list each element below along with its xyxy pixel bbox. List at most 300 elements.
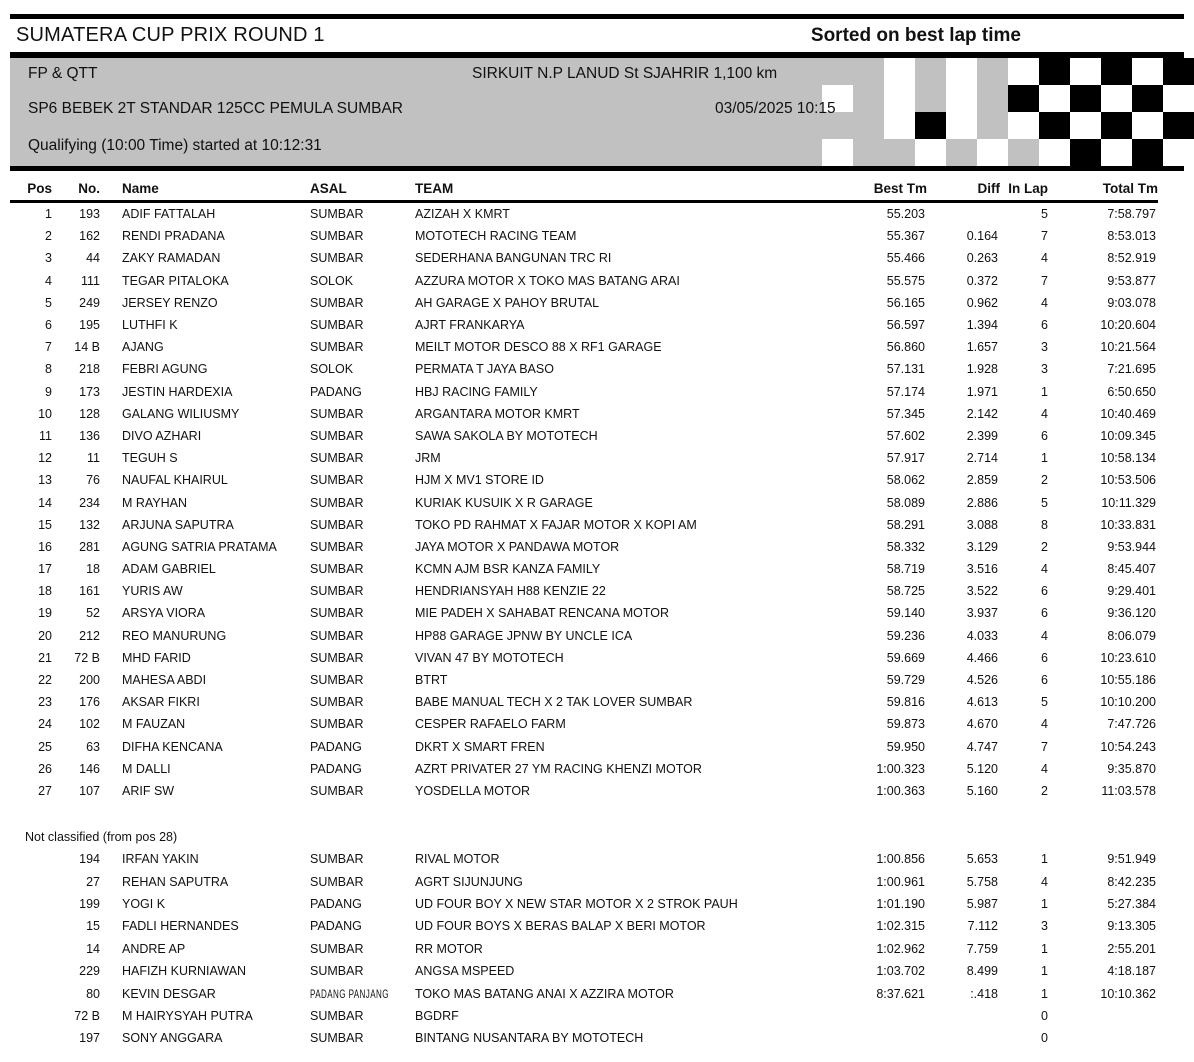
table-row (10, 758, 1158, 780)
team-cell: UD FOUR BOYS X BERAS BALAP X BERI MOTOR (415, 919, 706, 934)
col-header-no: No. (52, 176, 100, 202)
total-cell: 10:54.243 (1100, 739, 1156, 754)
flag-square (884, 139, 915, 166)
pos-cell: 5 (45, 295, 52, 310)
asal-cell: PADANG (310, 384, 362, 399)
best-cell: 57.917 (886, 451, 925, 466)
no-cell: 111 (80, 273, 100, 288)
table-row (10, 425, 1158, 447)
diff-cell: 4.466 (966, 650, 998, 665)
flag-square (977, 58, 1008, 85)
table-row (10, 358, 1158, 380)
no-cell: 146 (79, 761, 100, 776)
table-row (10, 1005, 1158, 1027)
pos-cell (10, 982, 52, 1004)
asal-cell: SUMBAR (310, 964, 364, 979)
team-cell: MEILT MOTOR DESCO 88 X RF1 GARAGE (415, 340, 662, 355)
table-row (10, 870, 1158, 892)
team-cell: SEDERHANA BANGUNAN TRC RI (415, 251, 612, 266)
no-cell: 11 (87, 451, 100, 466)
no-cell: 194 (79, 852, 100, 867)
diff-cell: 1.657 (966, 340, 998, 355)
no-cell: 14 (86, 941, 100, 956)
best-cell: 58.725 (886, 584, 925, 599)
no-cell: 72 B (74, 1008, 100, 1023)
pos-cell: 11 (39, 428, 52, 443)
lap-cell: 7 (1041, 739, 1048, 754)
asal-cell: SUMBAR (310, 295, 364, 310)
flag-square (915, 85, 946, 112)
best-cell: 55.575 (886, 273, 925, 288)
total-cell: 8:42.235 (1107, 874, 1156, 889)
flag-square (822, 139, 853, 166)
no-cell: 52 (86, 606, 100, 621)
diff-cell: 3.129 (966, 539, 998, 554)
lap-cell: 1 (1041, 451, 1048, 466)
diff-cell: 5.987 (966, 897, 998, 912)
not-classified-label: Not classified (from pos 28) (25, 830, 178, 845)
team-cell: BINTANG NUSANTARA BY MOTOTECH (415, 1031, 644, 1046)
name-cell: AKSAR FIKRI (122, 695, 200, 710)
team-cell: TOKO PD RAHMAT X FAJAR MOTOR X KOPI AM (415, 517, 697, 532)
total-cell: 8:45.407 (1107, 562, 1156, 577)
asal-cell: SUMBAR (310, 1008, 364, 1023)
table-row (10, 713, 1158, 735)
lap-cell: 1 (1041, 964, 1048, 979)
asal-cell: SUMBAR (310, 495, 364, 510)
no-cell: 173 (79, 384, 100, 399)
flag-square (884, 112, 915, 139)
asal-cell: SUMBAR (310, 941, 364, 956)
table-row (10, 893, 1158, 915)
pos-cell: 21 (38, 650, 52, 665)
team-cell: BGDRF (415, 1008, 459, 1023)
flag-square (884, 58, 915, 85)
no-cell: 44 (86, 251, 100, 266)
col-header-asal: ASAL (310, 176, 415, 202)
lap-cell: 6 (1041, 318, 1048, 333)
total-cell: 9:29.401 (1107, 584, 1156, 599)
best-cell: 8:37.621 (876, 986, 925, 1001)
table-row (10, 960, 1158, 982)
name-cell: TEGUH S (122, 451, 178, 466)
diff-cell: 2.142 (966, 406, 998, 421)
sort-note: Sorted on best lap time (810, 24, 1021, 46)
lap-cell: 3 (1041, 340, 1048, 355)
col-header-total-tm: Total Tm (1048, 176, 1158, 202)
diff-cell: 1.394 (966, 318, 998, 333)
best-cell: 59.140 (886, 606, 925, 621)
no-cell: 212 (79, 628, 100, 643)
asal-cell: SUMBAR (310, 251, 364, 266)
diff-cell: 3.937 (966, 606, 998, 621)
table-row (10, 669, 1158, 691)
lap-cell: 0 (1041, 1008, 1048, 1023)
total-cell: 10:11.329 (1101, 495, 1156, 510)
best-cell: 57.174 (886, 384, 925, 399)
lap-cell: 8 (1041, 517, 1048, 532)
flag-square (1039, 112, 1070, 139)
best-cell: 1:03.702 (876, 964, 925, 979)
team-cell: CESPER RAFAELO FARM (415, 717, 566, 732)
best-cell (870, 1005, 927, 1027)
no-cell: 128 (79, 406, 100, 421)
name-cell: JESTIN HARDEXIA (122, 384, 233, 399)
table-row (10, 202, 1158, 226)
flag-square (1163, 139, 1194, 166)
col-header-in-lap: In Lap (1000, 176, 1048, 202)
total-cell: 5:27.384 (1107, 897, 1156, 912)
team-cell: JRM (415, 451, 441, 466)
flag-square (1008, 58, 1039, 85)
no-cell: 72 B (74, 650, 100, 665)
circuit-label: SIRKUIT N.P LANUD St SJAHRIR 1,100 km (472, 65, 778, 82)
team-cell: ARGANTARA MOTOR KMRT (415, 406, 580, 421)
name-cell: ANDRE AP (122, 941, 186, 956)
flag-square (1163, 58, 1194, 85)
flag-square (1070, 112, 1101, 139)
pos-cell: 25 (38, 739, 52, 754)
pos-cell: 4 (45, 273, 52, 288)
team-cell: HENDRIANSYAH H88 KENZIE 22 (415, 584, 606, 599)
flag-square (1039, 139, 1070, 166)
asal-cell: SUMBAR (310, 650, 364, 665)
flag-square (1070, 139, 1101, 166)
no-cell: 234 (79, 495, 100, 510)
no-cell: 176 (79, 695, 100, 710)
pos-cell (10, 848, 52, 870)
name-cell: MHD FARID (122, 650, 191, 665)
results-table (10, 176, 1158, 802)
asal-cell: SOLOK (310, 362, 354, 377)
diff-cell: 4.613 (966, 695, 998, 710)
flag-square (791, 58, 822, 85)
name-cell: YOGI K (122, 897, 166, 912)
diff-cell: 1.971 (966, 384, 998, 399)
table-row (10, 780, 1158, 802)
name-cell: ZAKY RAMADAN (122, 251, 221, 266)
pos-cell (10, 960, 52, 982)
no-cell: 161 (79, 584, 100, 599)
table-row (10, 647, 1158, 669)
name-cell: REO MANURUNG (122, 628, 227, 643)
no-cell: 249 (79, 295, 100, 310)
total-cell: 9:13.305 (1107, 919, 1156, 934)
flag-square (1008, 139, 1039, 166)
pos-cell: 15 (38, 517, 52, 532)
pos-cell (10, 893, 52, 915)
pos-cell: 10 (38, 406, 52, 421)
flag-square (1101, 112, 1132, 139)
team-cell: TOKO MAS BATANG ANAI X AZZIRA MOTOR (415, 986, 674, 1001)
flag-square (1132, 85, 1163, 112)
flag-square (1132, 58, 1163, 85)
best-cell: 59.669 (886, 650, 925, 665)
lap-cell: 5 (1041, 695, 1048, 710)
no-cell: 162 (79, 229, 100, 244)
name-cell: DIVO AZHARI (122, 428, 202, 443)
lap-cell: 1 (1041, 384, 1048, 399)
name-cell: LUTHFI K (122, 318, 178, 333)
best-cell: 56.860 (886, 340, 925, 355)
col-header-diff: Diff (927, 176, 1000, 202)
diff-cell: 5.160 (966, 783, 998, 798)
name-cell: JERSEY RENZO (122, 295, 218, 310)
total-cell: 9:53.944 (1107, 539, 1156, 554)
no-cell: 18 (86, 562, 100, 577)
best-cell: 59.729 (886, 673, 925, 688)
diff-cell: 7.759 (966, 941, 998, 956)
best-cell: 1:02.315 (876, 919, 925, 934)
pos-cell: 16 (38, 539, 52, 554)
diff-cell: 2.859 (966, 473, 998, 488)
team-cell: PERMATA T JAYA BASO (415, 362, 554, 377)
flag-square (1163, 112, 1194, 139)
best-cell: 58.719 (886, 562, 925, 577)
no-cell: 14 B (74, 340, 100, 355)
asal-cell: SUMBAR (310, 628, 364, 643)
name-cell: RENDI PRADANA (122, 229, 225, 244)
flag-square (977, 139, 1008, 166)
team-cell: RIVAL MOTOR (415, 852, 500, 867)
table-row (10, 848, 1158, 870)
flag-square (1101, 139, 1132, 166)
team-cell: ANGSA MSPEED (415, 964, 515, 979)
team-cell: AJRT FRANKARYA (415, 318, 525, 333)
diff-cell: 1.928 (966, 362, 998, 377)
asal-cell: SUMBAR (310, 874, 364, 889)
pos-cell: 20 (38, 628, 52, 643)
diff-cell: :.418 (970, 986, 998, 1001)
no-cell: 27 (86, 874, 100, 889)
diff-cell: 2.399 (966, 428, 998, 443)
total-cell: 8:06.079 (1107, 628, 1156, 643)
name-cell: NAUFAL KHAIRUL (122, 473, 228, 488)
total-cell (1048, 1005, 1158, 1027)
team-cell: MIE PADEH X SAHABAT RENCANA MOTOR (415, 606, 669, 621)
lap-cell: 4 (1041, 874, 1048, 889)
pos-cell: 6 (45, 318, 52, 333)
name-cell: DIFHA KENCANA (122, 739, 223, 754)
no-cell: 15 (86, 919, 100, 934)
name-cell: ARSYA VIORA (122, 606, 206, 621)
total-cell: 4:18.187 (1107, 964, 1156, 979)
table-row (10, 225, 1158, 247)
table-row (10, 403, 1158, 425)
asal-cell: SUMBAR (310, 340, 364, 355)
asal-cell: SUMBAR (310, 473, 364, 488)
name-cell: HAFIZH KURNIAWAN (122, 964, 247, 979)
flag-square (1039, 58, 1070, 85)
total-cell: 10:33.831 (1100, 517, 1156, 532)
flag-square (1163, 85, 1194, 112)
best-cell: 56.597 (886, 318, 925, 333)
total-cell: 9:36.120 (1107, 606, 1156, 621)
lap-cell: 5 (1041, 495, 1048, 510)
lap-cell: 7 (1041, 229, 1048, 244)
table-row (10, 292, 1158, 314)
team-cell: DKRT X SMART FREN (415, 739, 545, 754)
asal-cell: PADANG (310, 919, 362, 934)
pos-cell: 9 (45, 384, 52, 399)
pos-cell (10, 938, 52, 960)
pos-cell: 18 (38, 584, 52, 599)
name-cell: IRFAN YAKIN (122, 852, 199, 867)
pos-cell (10, 1005, 52, 1027)
no-cell: 281 (79, 539, 100, 554)
pos-cell: 19 (38, 606, 52, 621)
asal-cell: SUMBAR (310, 207, 364, 222)
pos-cell (10, 870, 52, 892)
best-cell: 57.345 (886, 406, 925, 421)
best-cell: 59.873 (886, 717, 925, 732)
diff-cell: 4.033 (966, 628, 998, 643)
diff-cell (927, 202, 1000, 226)
name-cell: ADIF FATTALAH (122, 207, 216, 222)
pos-cell: 23 (38, 695, 52, 710)
lap-cell: 4 (1041, 295, 1048, 310)
flag-square (1101, 85, 1132, 112)
total-cell: 10:10.200 (1100, 695, 1156, 710)
team-cell: BTRT (415, 673, 448, 688)
flag-square (1101, 58, 1132, 85)
team-cell: HBJ RACING FAMILY (415, 384, 538, 399)
lap-cell: 1 (1041, 852, 1048, 867)
col-header-pos: Pos (10, 176, 52, 202)
col-header-best-tm: Best Tm (870, 176, 927, 202)
asal-cell: PADANG (310, 897, 362, 912)
table-row (10, 915, 1158, 937)
lap-cell: 5 (1041, 207, 1048, 222)
flag-square (1070, 58, 1101, 85)
no-cell: 76 (86, 473, 100, 488)
best-cell: 57.602 (886, 428, 925, 443)
best-cell: 58.332 (886, 539, 925, 554)
team-cell: KCMN AJM BSR KANZA FAMILY (415, 562, 601, 577)
table-row (10, 625, 1158, 647)
flag-square (822, 58, 853, 85)
lap-cell: 7 (1041, 273, 1048, 288)
total-cell: 9:35.870 (1107, 761, 1156, 776)
table-row (10, 336, 1158, 358)
name-cell: M HAIRYSYAH PUTRA (122, 1008, 253, 1023)
name-cell: KEVIN DESGAR (122, 986, 216, 1001)
table-row (10, 736, 1158, 758)
team-cell: AH GARAGE X PAHOY BRUTAL (415, 295, 600, 310)
no-cell: 107 (79, 783, 100, 798)
pos-cell: 17 (38, 562, 52, 577)
best-cell: 1:00.363 (876, 783, 925, 798)
flag-square (884, 85, 915, 112)
flag-square (1039, 85, 1070, 112)
best-cell: 56.165 (886, 295, 925, 310)
total-cell: 10:58.134 (1100, 451, 1156, 466)
name-cell: ADAM GABRIEL (122, 562, 216, 577)
pos-cell: 27 (38, 783, 52, 798)
lap-cell: 4 (1041, 251, 1048, 266)
best-cell: 1:00.323 (876, 761, 925, 776)
total-cell: 10:40.469 (1100, 406, 1156, 421)
best-cell: 58.291 (886, 517, 925, 532)
best-cell: 1:01.190 (876, 897, 925, 912)
no-cell: 229 (79, 964, 100, 979)
team-cell: KURIAK KUSUIK X R GARAGE (415, 495, 593, 510)
diff-cell: 2.886 (966, 495, 998, 510)
no-cell: 200 (79, 673, 100, 688)
col-header-name: Name (100, 176, 310, 202)
lap-cell: 4 (1041, 761, 1048, 776)
table-row (10, 938, 1158, 960)
flag-square (1070, 85, 1101, 112)
team-cell: SAWA SAKOLA BY MOTOTECH (415, 428, 598, 443)
lap-cell: 2 (1041, 783, 1048, 798)
no-cell: 197 (79, 1031, 100, 1046)
title-row (0, 19, 1194, 52)
checkered-flag-icon (791, 58, 1194, 166)
total-cell: 7:58.797 (1107, 207, 1156, 222)
table-header-row (10, 176, 1158, 202)
total-cell: 11:03.578 (1101, 783, 1156, 798)
name-cell: AGUNG SATRIA PRATAMA (122, 539, 277, 554)
name-cell: GALANG WILIUSMY (122, 406, 240, 421)
lap-cell: 3 (1041, 362, 1048, 377)
flag-square (1008, 112, 1039, 139)
page-title: SUMATERA CUP PRIX ROUND 1 (16, 24, 325, 46)
best-cell: 57.131 (886, 362, 925, 377)
best-cell: 1:00.961 (876, 874, 925, 889)
best-cell: 58.062 (886, 473, 925, 488)
total-cell: 6:50.650 (1107, 384, 1156, 399)
asal-cell: SUMBAR (310, 406, 364, 421)
asal-cell: SUMBAR (310, 229, 364, 244)
flag-square (1132, 139, 1163, 166)
asal-cell: SOLOK (310, 273, 354, 288)
diff-cell: 0.164 (966, 229, 998, 244)
asal-cell: SUMBAR (310, 783, 364, 798)
name-cell: AJANG (122, 340, 164, 355)
diff-cell: 5.758 (966, 874, 998, 889)
lap-cell: 4 (1041, 406, 1048, 421)
total-cell: 2:55.201 (1107, 941, 1156, 956)
table-row (10, 469, 1158, 491)
pos-cell: 8 (45, 362, 52, 377)
flag-square (977, 112, 1008, 139)
name-cell: M RAYHAN (122, 495, 188, 510)
no-cell: 136 (79, 428, 100, 443)
name-cell: M FAUZAN (122, 717, 186, 732)
no-cell: 102 (79, 717, 100, 732)
no-cell: 80 (86, 986, 100, 1001)
table-row (10, 314, 1158, 336)
no-cell: 63 (86, 739, 100, 754)
best-cell (870, 1027, 927, 1049)
name-cell: TEGAR PITALOKA (122, 273, 229, 288)
pos-cell: 14 (38, 495, 52, 510)
diff-cell (927, 1027, 1000, 1049)
asal-cell: SUMBAR (310, 584, 364, 599)
no-cell: 195 (79, 318, 100, 333)
category-label: SP6 BEBEK 2T STANDAR 125CC PEMULA SUMBAR (28, 100, 403, 117)
asal-cell: PADANG (310, 761, 362, 776)
name-cell: FEBRI AGUNG (122, 362, 208, 377)
diff-cell: 8.499 (966, 964, 998, 979)
asal-cell: PADANG PANJANG (310, 988, 389, 1001)
pos-cell: 1 (45, 207, 52, 222)
asal-cell: SUMBAR (310, 695, 364, 710)
best-cell: 55.367 (886, 229, 925, 244)
asal-cell: PADANG (310, 739, 362, 754)
pos-cell (10, 915, 52, 937)
